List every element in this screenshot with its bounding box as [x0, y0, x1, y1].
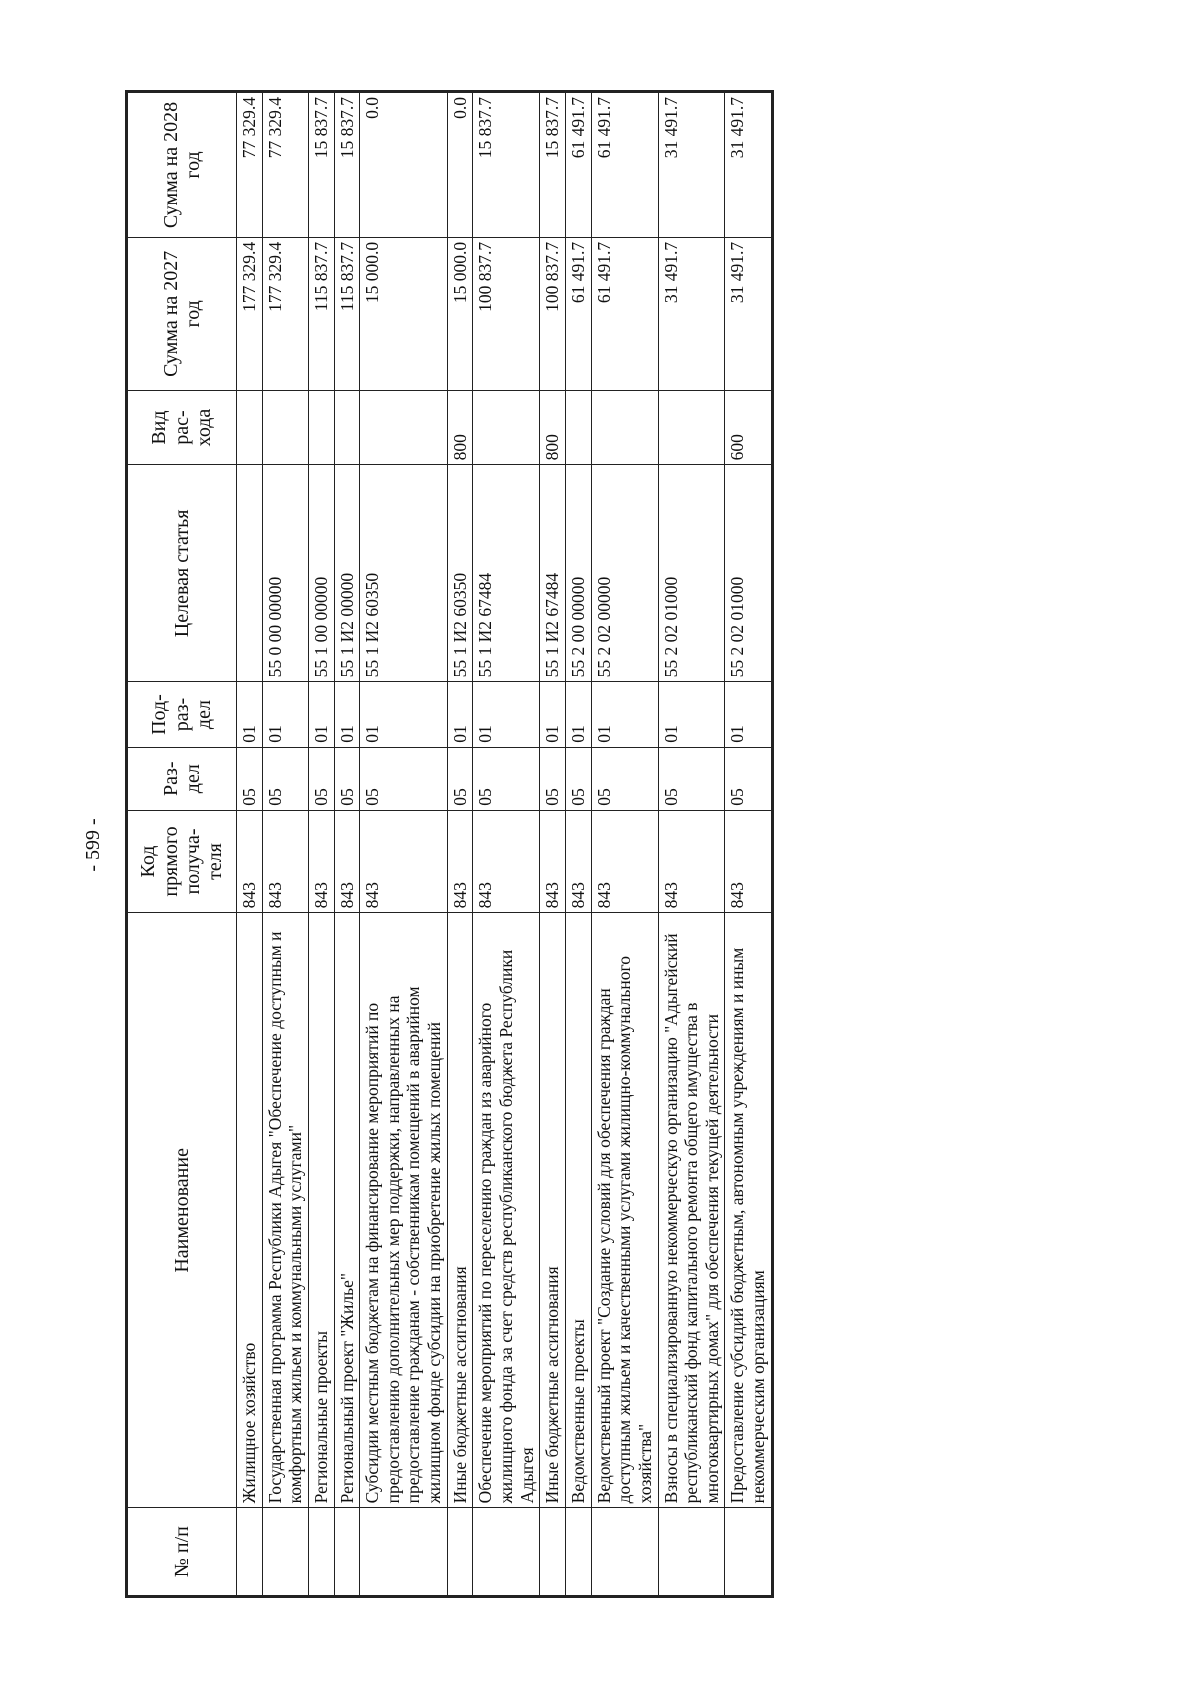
cell-num — [237, 1508, 263, 1597]
table-row — [237, 92, 263, 1597]
header-sum-2027: Сумма на 2027 год — [127, 237, 237, 390]
cell-subsection: 01 — [360, 682, 448, 747]
cell-sum-2028: 15 837.7 — [540, 92, 566, 238]
cell-num — [262, 1508, 308, 1597]
cell-section: 05 — [262, 747, 308, 810]
cell-sum-2028: 61 491.7 — [565, 92, 591, 238]
cell-subsection: 01 — [565, 682, 591, 747]
cell-section: 05 — [725, 747, 772, 810]
cell-recipient: 843 — [540, 810, 566, 913]
cell-name: Региональный проект "Жилье" — [334, 913, 360, 1508]
budget-table — [125, 90, 774, 1598]
cell-section: 05 — [360, 747, 448, 810]
cell-section: 05 — [308, 747, 334, 810]
cell-sum-2027: 15 000.0 — [447, 237, 473, 390]
cell-expense: 600 — [725, 390, 772, 465]
cell-section: 05 — [658, 747, 725, 810]
cell-subsection: 01 — [725, 682, 772, 747]
cell-expense — [658, 390, 725, 465]
cell-num — [360, 1508, 448, 1597]
cell-target: 55 2 00 00000 — [565, 465, 591, 682]
cell-subsection: 01 — [591, 682, 658, 747]
cell-sum-2028: 0.0 — [447, 92, 473, 238]
cell-target: 55 2 02 01000 — [658, 465, 725, 682]
table-row — [591, 92, 658, 1597]
cell-target — [237, 465, 263, 682]
header-subsection: Под- раз- дел — [127, 682, 237, 747]
cell-name: Предоставление субсидий бюджетным, автономным учреждениям и иным некоммерческим организациям — [725, 913, 772, 1508]
page-number: - 599 - — [82, 818, 104, 872]
cell-name: Государственная программа Республики Адыгея "Обеспечение доступным и комфортным жильем и коммунальными услугами" — [262, 913, 308, 1508]
cell-subsection: 01 — [447, 682, 473, 747]
cell-sum-2027: 177 329.4 — [237, 237, 263, 390]
cell-subsection: 01 — [334, 682, 360, 747]
cell-sum-2028: 61 491.7 — [591, 92, 658, 238]
cell-expense — [360, 390, 448, 465]
cell-sum-2027: 31 491.7 — [725, 237, 772, 390]
cell-target: 55 1 И2 67484 — [540, 465, 566, 682]
cell-num — [725, 1508, 772, 1597]
cell-expense — [473, 390, 540, 465]
cell-recipient: 843 — [565, 810, 591, 913]
cell-subsection: 01 — [262, 682, 308, 747]
cell-target: 55 1 И2 60350 — [360, 465, 448, 682]
cell-name: Ведомственные проекты — [565, 913, 591, 1508]
cell-sum-2027: 100 837.7 — [473, 237, 540, 390]
cell-sum-2027: 100 837.7 — [540, 237, 566, 390]
cell-sum-2028: 15 837.7 — [473, 92, 540, 238]
cell-num — [334, 1508, 360, 1597]
header-num: № п/п — [127, 1508, 237, 1597]
cell-expense — [565, 390, 591, 465]
cell-section: 05 — [540, 747, 566, 810]
cell-sum-2027: 115 837.7 — [308, 237, 334, 390]
cell-section: 05 — [447, 747, 473, 810]
cell-sum-2027: 61 491.7 — [565, 237, 591, 390]
table-row — [540, 92, 566, 1597]
cell-section: 05 — [565, 747, 591, 810]
table-row — [447, 92, 473, 1597]
cell-sum-2028: 0.0 — [360, 92, 448, 238]
cell-sum-2027: 61 491.7 — [591, 237, 658, 390]
cell-target: 55 1 И2 00000 — [334, 465, 360, 682]
cell-target: 55 1 И2 67484 — [473, 465, 540, 682]
cell-num — [658, 1508, 725, 1597]
cell-num — [473, 1508, 540, 1597]
table-row — [262, 92, 308, 1597]
cell-subsection: 01 — [237, 682, 263, 747]
table-row — [565, 92, 591, 1597]
cell-num — [308, 1508, 334, 1597]
cell-name: Ведомственный проект "Создание условий для обеспечения граждан доступным жильем и качественными услугами жилищно-коммунального хозяйства" — [591, 913, 658, 1508]
cell-name: Жилищное хозяйство — [237, 913, 263, 1508]
cell-target: 55 1 И2 60350 — [447, 465, 473, 682]
cell-recipient: 843 — [334, 810, 360, 913]
cell-sum-2028: 31 491.7 — [658, 92, 725, 238]
cell-sum-2028: 77 329.4 — [237, 92, 263, 238]
cell-expense: 800 — [447, 390, 473, 465]
cell-sum-2027: 177 329.4 — [262, 237, 308, 390]
header-section: Раз- дел — [127, 747, 237, 810]
cell-subsection: 01 — [308, 682, 334, 747]
cell-num — [447, 1508, 473, 1597]
cell-recipient: 843 — [308, 810, 334, 913]
cell-recipient: 843 — [262, 810, 308, 913]
cell-target: 55 1 00 00000 — [308, 465, 334, 682]
cell-recipient: 843 — [447, 810, 473, 913]
cell-expense: 800 — [540, 390, 566, 465]
cell-sum-2027: 115 837.7 — [334, 237, 360, 390]
cell-section: 05 — [237, 747, 263, 810]
cell-recipient: 843 — [658, 810, 725, 913]
header-target: Целевая статья — [127, 465, 237, 682]
cell-sum-2028: 15 837.7 — [308, 92, 334, 238]
cell-recipient: 843 — [360, 810, 448, 913]
cell-expense — [334, 390, 360, 465]
cell-expense — [591, 390, 658, 465]
cell-num — [540, 1508, 566, 1597]
cell-recipient: 843 — [591, 810, 658, 913]
cell-sum-2027: 31 491.7 — [658, 237, 725, 390]
cell-section: 05 — [334, 747, 360, 810]
cell-subsection: 01 — [473, 682, 540, 747]
cell-sum-2027: 15 000.0 — [360, 237, 448, 390]
cell-name: Иные бюджетные ассигнования — [540, 913, 566, 1508]
table-row — [658, 92, 725, 1597]
table-row — [334, 92, 360, 1597]
cell-target: 55 2 02 00000 — [591, 465, 658, 682]
cell-expense — [308, 390, 334, 465]
header-recipient: Код прямого получа- теля — [127, 810, 237, 913]
table-row — [725, 92, 772, 1597]
cell-sum-2028: 77 329.4 — [262, 92, 308, 238]
cell-recipient: 843 — [473, 810, 540, 913]
cell-name: Региональные проекты — [308, 913, 334, 1508]
table-row — [473, 92, 540, 1597]
header-sum-2028: Сумма на 2028 год — [127, 92, 237, 238]
cell-target: 55 0 00 00000 — [262, 465, 308, 682]
cell-target: 55 2 02 01000 — [725, 465, 772, 682]
header-expense: Вид рас- хода — [127, 390, 237, 465]
cell-subsection: 01 — [658, 682, 725, 747]
table-header-row — [127, 92, 237, 1597]
cell-name: Субсидии местным бюджетам на финансирование мероприятий по предоставлению дополнительных мер поддержки, направленных на предоставление гражданам - собственникам помещений в аварийном жилищном фонде субсидии на приобретение жилых помещений — [360, 913, 448, 1508]
cell-recipient: 843 — [725, 810, 772, 913]
cell-recipient: 843 — [237, 810, 263, 913]
table-row — [360, 92, 448, 1597]
cell-subsection: 01 — [540, 682, 566, 747]
cell-num — [591, 1508, 658, 1597]
cell-section: 05 — [473, 747, 540, 810]
cell-expense — [237, 390, 263, 465]
cell-num — [565, 1508, 591, 1597]
cell-name: Обеспечение мероприятий по переселению граждан из аварийного жилищного фонда за счет средств республиканского бюджета Республики Адыгея — [473, 913, 540, 1508]
cell-sum-2028: 15 837.7 — [334, 92, 360, 238]
table-row — [308, 92, 334, 1597]
cell-expense — [262, 390, 308, 465]
cell-sum-2028: 31 491.7 — [725, 92, 772, 238]
cell-name: Взносы в специализированную некоммерческую организацию "Адыгейский республиканский фонд капитального ремонта общего имущества в многоквартирных домах" для обеспечения текущей деятельности — [658, 913, 725, 1508]
cell-name: Иные бюджетные ассигнования — [447, 913, 473, 1508]
header-name: Наименование — [127, 913, 237, 1508]
cell-section: 05 — [591, 747, 658, 810]
